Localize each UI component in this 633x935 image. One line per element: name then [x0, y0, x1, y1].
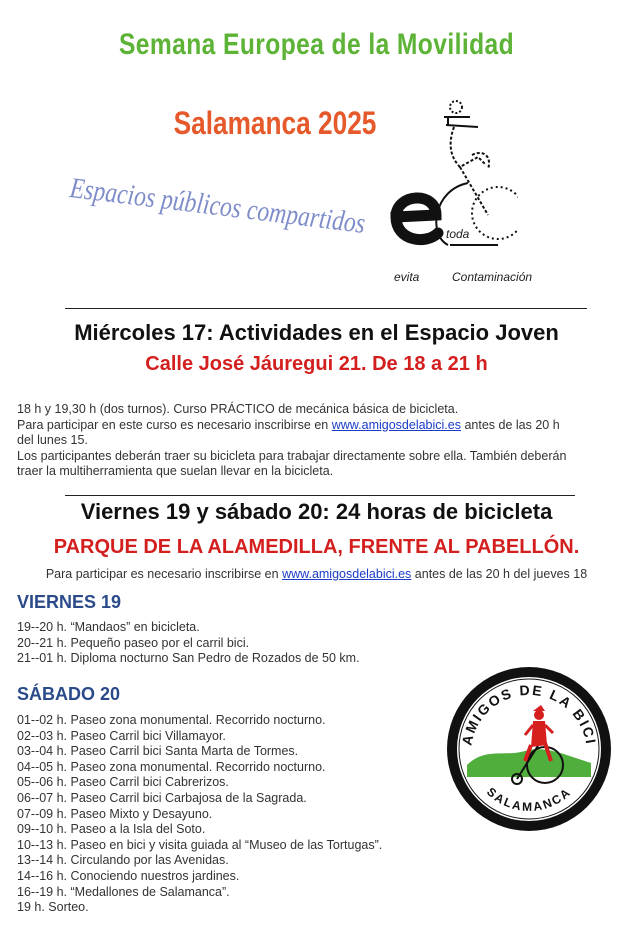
list-item: 10--13 h. Paseo en bici y visita guiada al “Museo de las Tortugas”. — [17, 837, 383, 852]
list-item: 05--06 h. Paseo Carril bici Cabrerizos. — [17, 775, 229, 790]
amigos-de-la-bici-logo — [445, 665, 613, 833]
list-item: 13--14 h. Circulando por las Avenidas. — [17, 853, 229, 868]
sabado-heading: SÁBADO 20 — [17, 684, 121, 704]
divider — [65, 308, 587, 309]
register-date: del lunes 15. — [17, 433, 88, 447]
viernes-heading: VIERNES 19 — [17, 592, 122, 612]
section1-heading: Miércoles 17: Actividades en el Espacio Joven — [74, 320, 559, 345]
section1-location: Calle José Jáuregui 21. De 18 a 21 h — [145, 353, 488, 375]
svg-text:SALAMANCA: SALAMANCA — [483, 784, 575, 814]
amigosdelabici-link[interactable]: www.amigosdelabici.es — [282, 567, 412, 581]
list-item: 06--07 h. Paseo Carril bici Carbajosa de la Sagrada. — [17, 790, 307, 805]
register-line: Para participar en este curso es necesario inscribirse en www.amigosdelabici.es antes de las 20 h — [17, 417, 560, 432]
viernes-schedule — [17, 620, 360, 667]
section2-location: PARQUE DE LA ALAMEDILLA, FRENTE AL PABELLÓN. — [53, 536, 580, 558]
poster-city-year: Salamanca 2025 — [173, 105, 377, 141]
svg-text:t: t — [438, 226, 442, 240]
list-item: 20--21 h. Pequeño paseo por el carril bici. — [17, 635, 250, 650]
note-line-1: Los participantes deberán traer su bicicleta para trabajar directamente sobre ella. También deberán — [17, 448, 567, 463]
section2-heading: Viernes 19 y sábado 20: 24 horas de bicicleta — [80, 499, 553, 524]
list-item: 09--10 h. Paseo a la Isla del Soto. — [17, 822, 206, 837]
poster-title: Semana Europea de la Movilidad — [118, 28, 515, 61]
list-item: 16--19 h. “Medallones de Salamanca”. — [17, 884, 230, 899]
divider — [65, 495, 575, 496]
logo-word-contaminacion: Contaminación — [452, 270, 533, 284]
list-item: 01--02 h. Paseo zona monumental. Recorrido nocturno. — [17, 713, 326, 727]
list-item: 04--05 h. Paseo zona monumental. Recorrido nocturno. — [17, 759, 326, 774]
badge-icon — [445, 665, 613, 833]
course-line: 18 h y 19,30 h (dos turnos). Curso PRÁCTICO de mecánica básica de bicicleta. — [17, 402, 459, 416]
list-item: 14--16 h. Conociendo nuestros jardines. — [17, 868, 240, 883]
poster-subtitle: Espacios públicos compartidos — [68, 172, 368, 240]
list-item: 21--01 h. Diploma nocturno San Pedro de Rozados de 50 km. — [17, 651, 360, 666]
list-item: 02--03 h. Paseo Carril bici Villamayor. — [17, 728, 226, 743]
list-item: 07--09 h. Paseo Mixto y Desayuno. — [17, 806, 213, 821]
logo-word-evita: evita — [394, 270, 420, 284]
amigosdelabici-link[interactable]: www.amigosdelabici.es — [331, 417, 461, 432]
sabado-schedule — [17, 713, 382, 916]
note-line-2: traer la multiherramienta que suelan llevar en la bicicleta. — [17, 464, 334, 478]
section1-description — [17, 402, 617, 480]
logo-word-toda: toda — [446, 227, 470, 241]
list-item: 19 h. Sorteo. — [17, 900, 89, 915]
svg-text:AMIGOS DE LA BICI: AMIGOS DE LA BICI — [458, 681, 600, 747]
list-item: 19--20 h. “Mandaos” en bicicleta. — [17, 620, 200, 634]
section2-register: Para participar es necesario inscribirse en www.amigosdelabici.es antes de las 20 h del jueves 18 — [45, 567, 588, 581]
list-item: 03--04 h. Paseo Carril bici Santa Marta de Tormes. — [17, 744, 299, 759]
